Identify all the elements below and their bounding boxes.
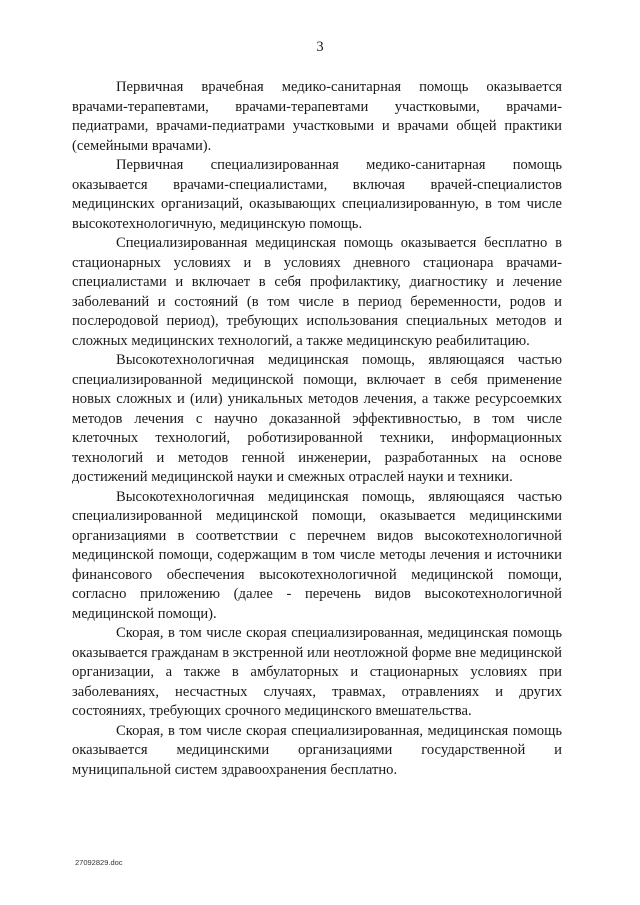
paragraph-primary-specialized-care: Первичная специализированная медико-санитарная помощь оказывается врачами-специалистами, включая врачей-специалистов медицинских организаций, оказывающих специализированную, в том числе высокотехнологичную, медицинскую помощь. [72, 157, 562, 232]
paragraph-primary-physician-care: Первичная врачебная медико-санитарная помощь оказывается врачами-терапевтами, врачами-терапевтами участковыми, врачами-педиатрами, врачами-педиатрами участковыми и врачами общей практики (семейными врачами). [72, 79, 562, 154]
paragraph-emergency-care-free: Скорая, в том числе скорая специализированная, медицинская помощь оказывается медицинскими организациями государственной и муниципальной систем здравоохранения бесплатно. [72, 722, 562, 778]
paragraph-emergency-care: Скорая, в том числе скорая специализированная, медицинская помощь оказывается гражданам в экстренной или неотложной форме вне медицинской организации, а также в амбулаторных и стационарных условиях при заболеваниях, несчастных случаях, травмах, отравлениях и других состояниях, требующих срочного медицинского вмешательства. [72, 625, 562, 719]
page-number: 3 [316, 39, 324, 55]
document-body [72, 78, 562, 780]
paragraph-high-tech-care-provision: Высокотехнологичная медицинская помощь, являющаяся частью специализированной медицинской помощи, оказывается медицинскими организациями в соответствии с перечнем видов высокотехнологичной медицинской помощи, содержащим в том числе методы лечения и источники финансового обеспечения высокотехнологичной медицинской помощи, согласно приложению (далее - перечень видов высокотехнологичной медицинской помощи). [72, 488, 562, 622]
paragraph-high-tech-care-definition: Высокотехнологичная медицинская помощь, являющаяся частью специализированной медицинской помощи, включает в себя применение новых сложных и (или) уникальных методов лечения, а также ресурсоемких методов лечения с научно доказанной эффективностью, в том числе клеточных технологий, роботизированной техники, информационных технологий и методов генной инженерии, разработанных на основе достижений медицинской науки и смежных отраслей науки и техники. [72, 352, 562, 485]
paragraph-specialized-care: Специализированная медицинская помощь оказывается бесплатно в стационарных условиях и в условиях дневного стационара врачами-специалистами и включает в себя профилактику, диагностику и лечение заболеваний и состояний (в том числе в период беременности, родов и послеродовой период), требующих использования специальных методов и сложных медицинских технологий, а также медицинскую реабилитацию. [72, 235, 562, 349]
footer-filename: 27092829.doc [75, 858, 123, 867]
